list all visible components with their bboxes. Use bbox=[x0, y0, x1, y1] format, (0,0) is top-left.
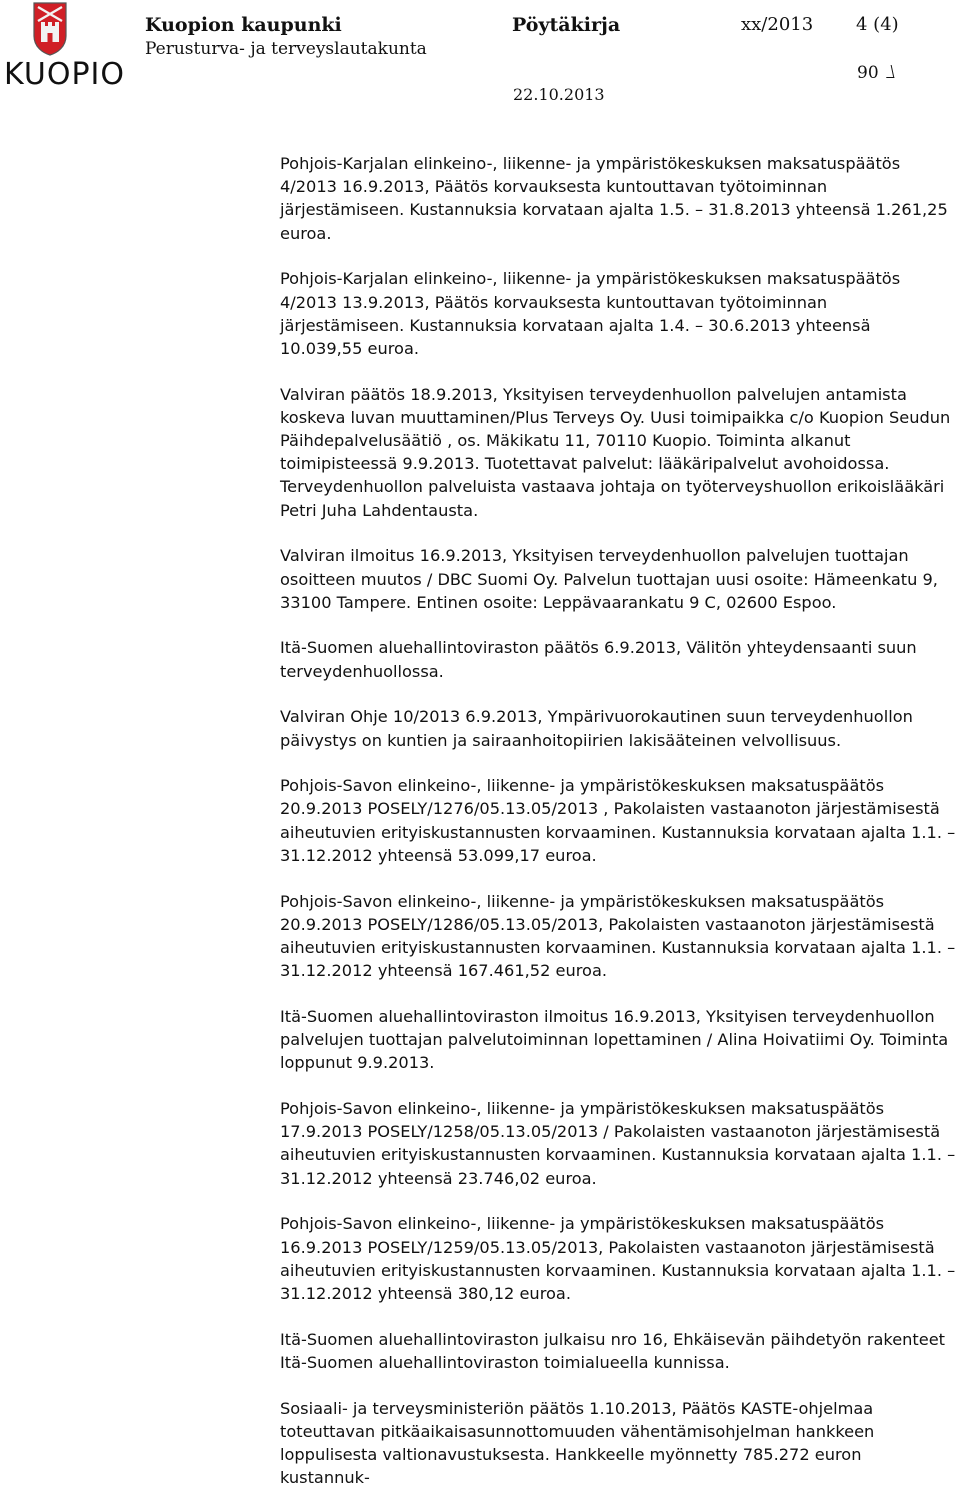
paragraph: Itä-Suomen aluehallintoviraston julkaisu nro 16, Ehkäisevän päihdetyön rakenteet Itä-Suomen aluehallintoviraston toimialueella kunnissa. bbox=[280, 1329, 946, 1372]
document-body bbox=[280, 152, 956, 1512]
board-name: Perusturva- ja terveyslautakunta bbox=[145, 39, 427, 59]
paragraph: Pohjois-Karjalan elinkeino-, liikenne- ja ympäristökeskuksen maksatuspäätös 4/2013 13.9.2013, Päätös korvauksesta kuntouttavan työtoiminnan järjestämiseen. Kustannuksia korvataan ajalta 1.4. – 30.6.2013 yhteensä 10.039,55 euroa. bbox=[280, 269, 901, 358]
paragraph: Pohjois-Savon elinkeino-, liikenne- ja ympäristökeskuksen maksatuspäätös 20.9.2013 POSELY/1276/05.13.05/2013 , Pakolaisten vastaanoton järjestämisestä aiheutuvien erityiskustannusten korvaaminen. Kustannuksia korvataan ajalta 1.1. – 31.12.2012 yhteensä 53.099,17 euroa. bbox=[280, 776, 956, 865]
document-type: Pöytäkirja bbox=[512, 14, 621, 36]
document-number: xx/2013 bbox=[741, 14, 814, 35]
page-number: 4 (4) bbox=[856, 14, 899, 35]
section-number bbox=[857, 62, 893, 84]
paragraph: Pohjois-Karjalan elinkeino-, liikenne- ja ympäristökeskuksen maksatuspäätös 4/2013 16.9.2013, Päätös korvauksesta kuntouttavan työtoiminnan järjestämiseen. Kustannuksia korvataan ajalta 1.5. – 31.8.2013 yhteensä 1.261,25 euroa. bbox=[280, 154, 948, 243]
logo-text: KUOPIO bbox=[4, 57, 125, 92]
paragraph: Itä-Suomen aluehallintoviraston päätös 6.9.2013, Välitön yhteydensaanti suun terveydenhuollossa. bbox=[280, 638, 917, 681]
kuopio-logo bbox=[2, 2, 125, 94]
paragraph: Valviran päätös 18.9.2013, Yksityisen terveydenhuollon palvelujen antamista koskeva luvan muuttaminen/Plus Terveys Oy. Uusi toimipaikka c/o Kuopion Seudun Päihdepalvelusäätiö , os. Mäkikatu 11, 70110 Kuopio. Toiminta alkanut toimipisteessä 9.9.2013. Tuotettavat palvelut: lääkäripalvelut avohoidossa. Terveydenhuollon palveluista vastaava johtaja on työterveyshuollon erikoislääkäri Petri Juha Lahdentausta. bbox=[280, 384, 951, 520]
section-mark-icon bbox=[883, 65, 894, 78]
paragraph: Valviran ilmoitus 16.9.2013, Yksityisen terveydenhuollon palvelujen tuottajan osoitteen muutos / DBC Suomi Oy. Palvelun tuottajan uusi osoite: Hämeenkatu 9, 33100 Tampere. Entinen osoite: Leppävaarankatu 9 C, 02600 Espoo. bbox=[280, 546, 938, 612]
meeting-date: 22.10.2013 bbox=[513, 85, 605, 104]
paragraph: Sosiaali- ja terveysministeriön päätös 1.10.2013, Päätös KASTE-ohjelmaa toteuttavan pitkäaikaisasunnottomuuden vähentämisohjelman hankkeen loppulisesta valtionavustuksesta. Hankkeelle myönnetty 785.272 euron kustannuk- bbox=[280, 1398, 875, 1488]
organization-name: Kuopion kaupunki bbox=[145, 14, 342, 36]
paragraph: Valviran Ohje 10/2013 6.9.2013, Ympärivuorokautinen suun terveydenhuollon päivystys on kuntien ja sairaanhoitopiirien lakisääteinen velvollisuus. bbox=[280, 707, 913, 750]
coat-of-arms-icon bbox=[33, 2, 67, 56]
paragraph: Pohjois-Savon elinkeino-, liikenne- ja ympäristökeskuksen maksatuspäätös 17.9.2013 POSELY/1258/05.13.05/2013 / Pakolaisten vastaanoton järjestämisestä aiheutuvien erityiskustannusten korvaaminen. Kustannuksia korvataan ajalta 1.1. – 31.12.2012 yhteensä 23.746,02 euroa. bbox=[280, 1099, 956, 1188]
paragraph: Itä-Suomen aluehallintoviraston ilmoitus 16.9.2013, Yksityisen terveydenhuollon palvelujen tuottajan palvelutoiminnan lopettaminen / Alina Hoivatiimi Oy. Toiminta loppunut 9.9.2013. bbox=[280, 1006, 949, 1073]
paragraph: Pohjois-Savon elinkeino-, liikenne- ja ympäristökeskuksen maksatuspäätös 20.9.2013 POSELY/1286/05.13.05/2013, Pakolaisten vastaanoton järjestämisestä aiheutuvien erityiskustannusten korvaaminen. Kustannuksia korvataan ajalta 1.1. – 31.12.2012 yhteensä 167.461,52 euroa. bbox=[280, 891, 956, 981]
section-number-value: 90 bbox=[857, 63, 879, 83]
paragraph: Pohjois-Savon elinkeino-, liikenne- ja ympäristökeskuksen maksatuspäätös 16.9.2013 POSELY/1259/05.13.05/2013, Pakolaisten vastaanoton järjestämisestä aiheutuvien erityiskustannusten korvaaminen. Kustannuksia korvataan ajalta 1.1. – 31.12.2012 yhteensä 380,12 euroa. bbox=[280, 1214, 956, 1303]
